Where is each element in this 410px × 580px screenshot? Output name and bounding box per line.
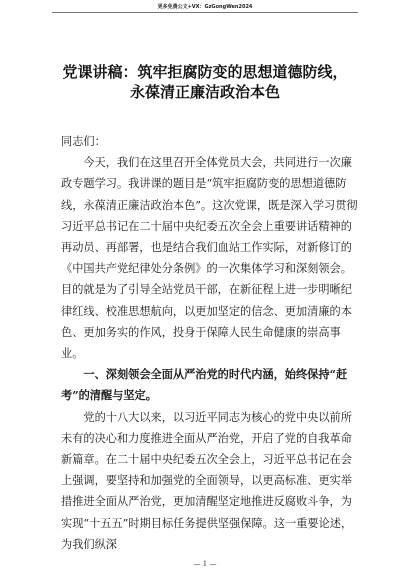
document-body xyxy=(61,131,361,555)
page-number: — 1 — xyxy=(193,560,217,568)
paragraph-intro: 今天，我们在这里召开全体党员大会，共同进行一次廉政专题学习。我讲课的题目是“筑牢拒腐防变的思想道德防线，永葆清正廉洁政治本色”。这次党课，既是深入学习贯彻习近平总书记在二十届中央纪委五次全会上重要讲话精神的再动员、再部署，也是结合我们血站工作实际，对新修订的《中国共产党纪律处分条例》的一次集体学习和深刻领会。目的就是为了引导全站党员干部，在新征程上进一步明晰纪律红线、校准思想航向，以更加坚定的信念、更加清廉的本色、更加务实的作风，投身于保障人民生命健康的崇高事业。 xyxy=(61,156,358,361)
paragraph-section-1: 党的十八大以来，以习近平同志为核心的党中央以前所未有的决心和力度推进全面从严治党，开启了党的自我革命新篇章。在二十届中央纪委五次全会上，习近平总书记在会上强调，要坚持和加强党的全面领导，以更高标准、更实举措推进全面从严治党，更加清醒坚定地推进反腐败斗争，为实现“十五五”时期目标任务提供坚强保障。这一重要论述，为我们纵深 xyxy=(61,410,353,551)
header-divider xyxy=(52,12,358,13)
section-heading-1: 一、深刻领会全面从严治党的时代内涵，始终保持“赶考”的清醒与坚定。 xyxy=(61,367,348,403)
header-note: 更多免费公文+VX：GzGongWen2024 xyxy=(157,4,253,10)
title-line-1: 党课讲稿：筑牢拒腐防变的思想道德防线， xyxy=(62,63,348,81)
salutation: 同志们： xyxy=(61,135,106,148)
title-line-2: 永葆清正廉洁政治本色 xyxy=(129,83,280,101)
document-title xyxy=(40,62,370,102)
